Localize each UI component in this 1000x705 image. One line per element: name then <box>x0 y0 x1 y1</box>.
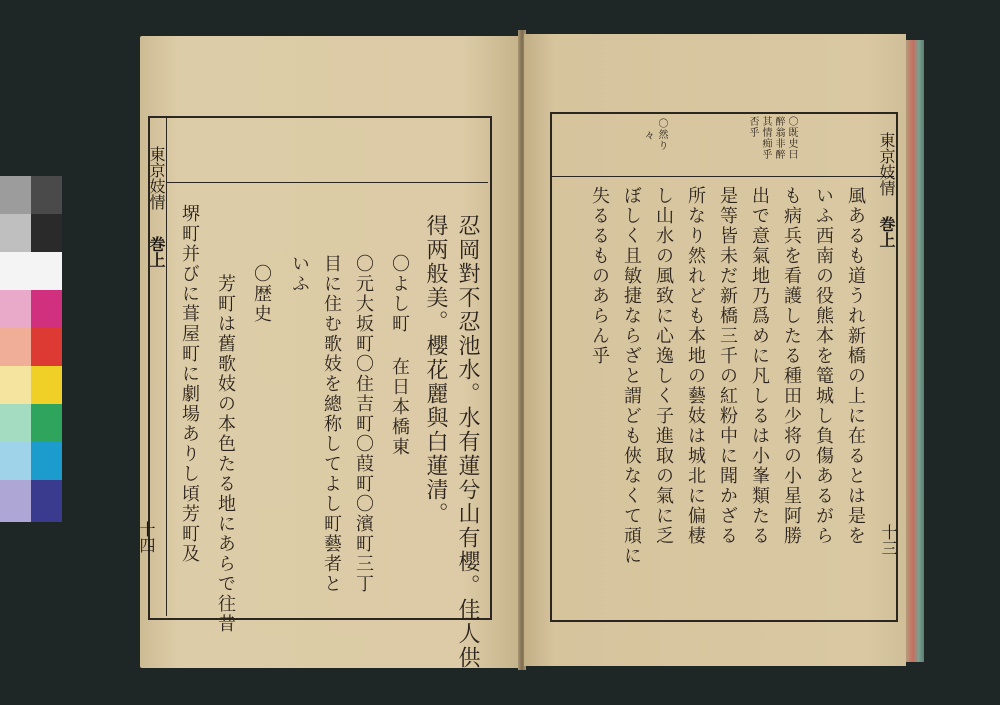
color-swatch <box>31 366 62 404</box>
text-column: 得两般美。櫻花麗與白蓮清。 <box>423 214 448 526</box>
header-note-line: 〇既史曰 <box>786 116 797 160</box>
text-column: 風あるも道うれ新橋の上に在るとは是を <box>845 186 866 546</box>
color-swatch <box>0 480 31 522</box>
text-column: ぼしく且敏捷ならざと謂ども俠なくて頑に <box>621 186 642 566</box>
header-note-line: 否乎 <box>747 116 758 138</box>
page-edges <box>906 40 924 662</box>
left-edge-volume: 巻上 <box>147 236 166 268</box>
header-note-line: 〇然り <box>656 118 667 151</box>
left-edge-folio: 十四 <box>137 521 156 553</box>
color-swatch <box>0 176 31 214</box>
color-swatch <box>31 176 62 214</box>
text-column: 〇元大坂町〇住吉町〇葭町〇濱町三丁 <box>353 254 374 594</box>
text-column: いふ西南の役熊本を篭城し負傷あるがら <box>813 186 834 546</box>
text-column: し山水の風致に心逸しく子進取の氣に乏 <box>653 186 674 546</box>
section-heading: 〇歴史 <box>251 264 272 324</box>
header-note-line: 々 <box>642 130 653 141</box>
color-swatch <box>0 328 31 366</box>
color-swatch <box>31 404 62 442</box>
text-column: 芳町は舊歌妓の本色たる地にあらで往昔 <box>215 274 236 634</box>
color-swatch <box>0 214 31 252</box>
right-page <box>524 34 906 666</box>
header-note-line: 醉翁非醉 <box>773 116 784 160</box>
color-swatch <box>0 290 31 328</box>
color-swatch <box>0 252 62 290</box>
color-swatch <box>31 328 62 366</box>
left-header-rule <box>166 182 488 183</box>
color-swatch <box>0 442 31 480</box>
color-calibration-target <box>0 176 62 522</box>
color-swatch <box>0 366 31 404</box>
text-column: いふ <box>289 254 310 294</box>
left-page <box>137 36 520 670</box>
color-swatch <box>31 442 62 480</box>
text-column: 目に住む歌妓を總称してよし町藝者と <box>321 254 342 594</box>
right-edge-folio: 十三 <box>879 524 898 556</box>
color-swatch <box>31 290 62 328</box>
right-edge-volume: 巻上 <box>877 216 896 248</box>
color-swatch <box>0 404 31 442</box>
text-column: 是等皆未だ新橋三千の紅粉中に聞かざる <box>717 186 738 546</box>
left-edge-title: 東京妓情 <box>147 146 166 210</box>
text-column: 〇よし町 在日本橋東 <box>389 254 410 457</box>
right-edge-title: 東京妓情 <box>877 132 896 196</box>
text-column: 堺町并びに葺屋町に劇場ありし頃芳町及 <box>179 204 200 564</box>
color-swatch <box>31 214 62 252</box>
text-column: 所なり然れども本地の藝妓は城北に偏棲 <box>685 186 706 546</box>
text-column: 失るるものあらん乎 <box>589 186 610 366</box>
header-note-line: 其情痴乎 <box>760 116 771 160</box>
open-book <box>137 30 930 670</box>
text-column: 忍岡對不忍池水。水有蓮兮山有櫻。佳人供 <box>455 214 480 670</box>
right-header-rule <box>550 176 894 177</box>
text-column: も病兵を看護したる種田少将の小星阿勝 <box>781 186 802 546</box>
color-swatch <box>31 480 62 522</box>
text-column: 出で意氣地乃爲めに凡しるは小峯類たる <box>749 186 770 546</box>
